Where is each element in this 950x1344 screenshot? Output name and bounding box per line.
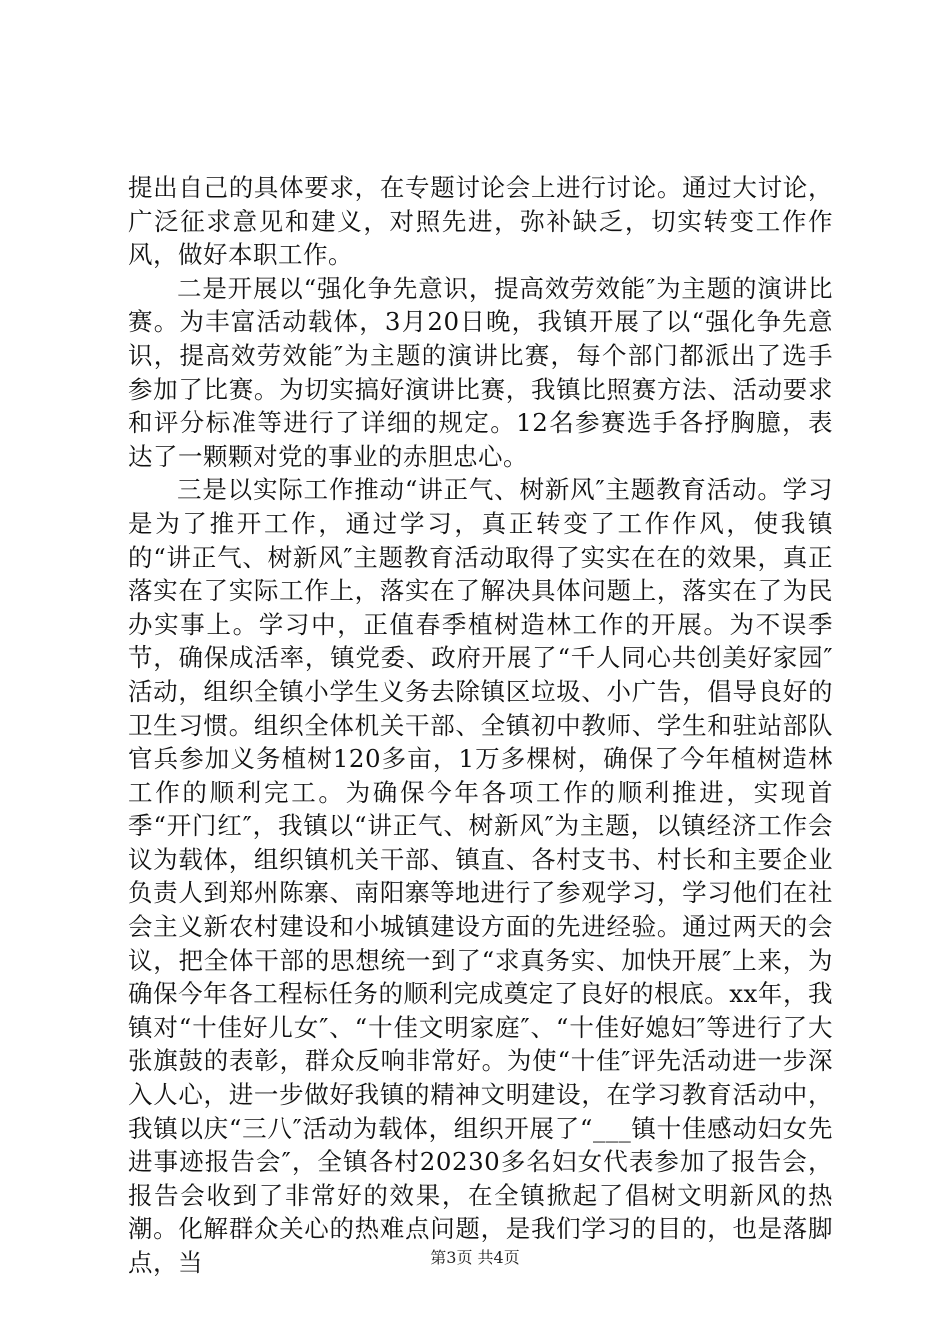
document-body [128, 171, 833, 1280]
page-footer: 第3页 共4页 [430, 1248, 520, 1267]
paragraph-continued: 提出自己的具体要求，在专题讨论会上进行讨论。通过大讨论，广泛征求意见和建义，对照先进，弥补缺乏，切实转变工作作风，做好本职工作。 [128, 173, 833, 270]
paragraph-speech-contest: 二是开展以“强化争先意识，提高效劳效能″为主题的演讲比赛。为丰富活动载体，3月20日晚，我镇开展了以“强化争先意识，提高效劳效能″为主题的演讲比赛，每个部门都派出了选手参加了比赛。为切实搞好演讲比赛，我镇比照赛方法、活动要求和评分标准等进行了详细的规定。12名参赛选手各抒胸臆，表达了一颗颗对党的事业的赤胆忠心。 [128, 273, 833, 471]
paragraph-education-activity: 三是以实际工作推动“讲正气、树新风″主题教育活动。学习是为了推开工作，通过学习，真正转变了工作作风，使我镇的“讲正气、树新风″主题教育活动取得了实实在在的效果，真正落实在了实际工作上，落实在了解决具体问题上，落实在了为民办实事上。学习中，正值春季植树造林工作的开展。为不误季节，确保成活率，镇党委、政府开展了“千人同心共创美好家园″活动，组织全镇小学生义务去除镇区垃圾、小广告，倡导良好的卫生习惯。组织全体机关干部、全镇初中教师、学生和驻站部队官兵参加义务植树120多亩，1万多棵树，确保了今年植树造林工作的顺利完工。为确保今年各项工作的顺利推进，实现首季“开门红″，我镇以“讲正气、树新风″为主题，以镇经济工作会议为载体，组织镇机关干部、镇直、各村支书、村长和主要企业负责人到郑州陈寨、南阳寨等地进行了参观学习，学习他们在社会主义新农村建设和小城镇建设方面的先进经验。通过两天的会议，把全体干部的思想统一到了“求真务实、加快开展″上来，为确保今年各工程标任务的顺利完成奠定了良好的根底。xx年，我镇对“十佳好儿女″、“十佳文明家庭″、“十佳好媳妇″等进行了大张旗鼓的表彰，群众反响非常好。为使“十佳″评先活动进一步深入人心，进一步做好我镇的精神文明建设，在学习教育活动中，我镇以庆“三八″活动为载体，组织开展了“___镇十佳感动妇女先进事迹报告会″，全镇各村20230多名妇女代表参加了报告会，报告会收到了非常好的效果，在全镇掀起了倡树文明新风的热潮。化解群众关心的热难点问题，是我们学习的目的，也是落脚点，当 [128, 475, 833, 1277]
